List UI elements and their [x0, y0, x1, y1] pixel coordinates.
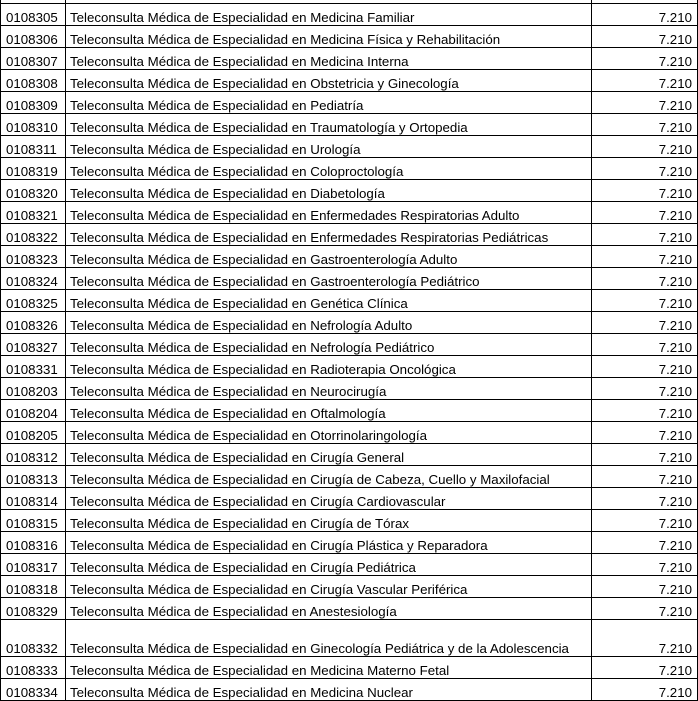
- price-cell: 7.210: [592, 158, 698, 180]
- code-cell: 0108329: [1, 598, 66, 620]
- price-cell: 7.210: [592, 246, 698, 268]
- price-cell: 7.210: [592, 598, 698, 620]
- price-cell: 7.210: [592, 400, 698, 422]
- code-cell: 0108305: [1, 4, 66, 26]
- description-cell: Teleconsulta Médica de Especialidad en Enfermedades Respiratorias Adulto: [66, 202, 592, 224]
- table-row: [1, 246, 698, 268]
- description-cell: Teleconsulta Médica de Especialidad en Oftalmología: [66, 400, 592, 422]
- description-cell: Teleconsulta Médica de Especialidad en Ginecología Pediátrica y de la Adolescencia: [66, 620, 592, 657]
- table-row: [1, 114, 698, 136]
- table-row: [1, 290, 698, 312]
- table-row: [1, 356, 698, 378]
- price-cell: 7.210: [592, 202, 698, 224]
- table-row: [1, 679, 698, 701]
- table-row: [1, 510, 698, 532]
- code-cell: 0108317: [1, 554, 66, 576]
- description-cell: Teleconsulta Médica de Especialidad en Radioterapia Oncológica: [66, 356, 592, 378]
- code-cell: 0108314: [1, 488, 66, 510]
- price-cell: 7.210: [592, 26, 698, 48]
- code-cell: 0108313: [1, 466, 66, 488]
- description-cell: Teleconsulta Médica de Especialidad en Coloproctología: [66, 158, 592, 180]
- price-cell: 7.210: [592, 532, 698, 554]
- code-cell: 0108325: [1, 290, 66, 312]
- description-cell: Teleconsulta Médica de Especialidad en Cirugía Cardiovascular: [66, 488, 592, 510]
- table-row: [1, 224, 698, 246]
- table-row: [1, 657, 698, 679]
- code-cell: 0108312: [1, 444, 66, 466]
- price-cell: 7.210: [592, 48, 698, 70]
- code-cell: 0108309: [1, 92, 66, 114]
- price-cell: 7.210: [592, 356, 698, 378]
- code-cell: 0108333: [1, 657, 66, 679]
- price-cell: 7.210: [592, 290, 698, 312]
- table-row: [1, 598, 698, 620]
- price-cell: 7.210: [592, 180, 698, 202]
- table-row: [1, 26, 698, 48]
- description-cell: Teleconsulta Médica de Especialidad en Medicina Familiar: [66, 4, 592, 26]
- table-row: [1, 312, 698, 334]
- table-row: [1, 136, 698, 158]
- description-cell: Teleconsulta Médica de Especialidad en Cirugía Plástica y Reparadora: [66, 532, 592, 554]
- table-row: [1, 488, 698, 510]
- code-cell: 0108321: [1, 202, 66, 224]
- price-cell: 7.210: [592, 657, 698, 679]
- code-cell: 0108308: [1, 70, 66, 92]
- description-cell: Teleconsulta Médica de Especialidad en Neurocirugía: [66, 378, 592, 400]
- code-cell: 0108331: [1, 356, 66, 378]
- tariff-table-body: [1, 0, 698, 701]
- table-row: [1, 466, 698, 488]
- price-cell: 7.210: [592, 92, 698, 114]
- description-cell: Teleconsulta Médica de Especialidad en Cirugía Vascular Periférica: [66, 576, 592, 598]
- price-cell: 7.210: [592, 554, 698, 576]
- price-cell: 7.210: [592, 488, 698, 510]
- description-cell: Teleconsulta Médica de Especialidad en Gastroenterología Adulto: [66, 246, 592, 268]
- code-cell: 0108327: [1, 334, 66, 356]
- description-cell: Teleconsulta Médica de Especialidad en Traumatología y Ortopedia: [66, 114, 592, 136]
- code-cell: 0108319: [1, 158, 66, 180]
- price-cell: 7.210: [592, 444, 698, 466]
- code-cell: 0108311: [1, 136, 66, 158]
- description-cell: Teleconsulta Médica de Especialidad en Medicina Interna: [66, 48, 592, 70]
- description-cell: Teleconsulta Médica de Especialidad en Medicina Física y Rehabilitación: [66, 26, 592, 48]
- price-cell: 7.210: [592, 510, 698, 532]
- description-cell: Teleconsulta Médica de Especialidad en Medicina Nuclear: [66, 679, 592, 701]
- price-cell: 7.210: [592, 679, 698, 701]
- code-cell: 0108318: [1, 576, 66, 598]
- price-cell: 7.210: [592, 4, 698, 26]
- description-cell: Teleconsulta Médica de Especialidad en Genética Clínica: [66, 290, 592, 312]
- price-cell: 7.210: [592, 422, 698, 444]
- description-cell: Teleconsulta Médica de Especialidad en Cirugía de Cabeza, Cuello y Maxilofacial: [66, 466, 592, 488]
- description-cell: Teleconsulta Médica de Especialidad en Medicina Materno Fetal: [66, 657, 592, 679]
- table-row: [1, 576, 698, 598]
- price-cell: 7.210: [592, 466, 698, 488]
- price-cell: 7.210: [592, 620, 698, 657]
- table-row: [1, 268, 698, 290]
- table-row: [1, 92, 698, 114]
- code-cell: 0108324: [1, 268, 66, 290]
- price-cell: 7.210: [592, 224, 698, 246]
- price-cell: 7.210: [592, 136, 698, 158]
- description-cell: Teleconsulta Médica de Especialidad en Diabetología: [66, 180, 592, 202]
- price-cell: 7.210: [592, 70, 698, 92]
- description-cell: Teleconsulta Médica de Especialidad en Cirugía General: [66, 444, 592, 466]
- price-cell: 7.210: [592, 334, 698, 356]
- description-cell: Teleconsulta Médica de Especialidad en Enfermedades Respiratorias Pediátricas: [66, 224, 592, 246]
- price-cell: 7.210: [592, 268, 698, 290]
- table-row: [1, 444, 698, 466]
- code-cell: 0108310: [1, 114, 66, 136]
- code-cell: 0108307: [1, 48, 66, 70]
- table-row: [1, 4, 698, 26]
- code-cell: 0108326: [1, 312, 66, 334]
- table-row: [1, 532, 698, 554]
- table-row: [1, 158, 698, 180]
- price-cell: 7.210: [592, 312, 698, 334]
- table-row: [1, 70, 698, 92]
- table-row: [1, 334, 698, 356]
- code-cell: 0108334: [1, 679, 66, 701]
- table-row: [1, 554, 698, 576]
- code-cell: 0108322: [1, 224, 66, 246]
- table-row: [1, 180, 698, 202]
- code-cell: 0108316: [1, 532, 66, 554]
- description-cell: Teleconsulta Médica de Especialidad en Gastroenterología Pediátrico: [66, 268, 592, 290]
- description-cell: Teleconsulta Médica de Especialidad en Cirugía Pediátrica: [66, 554, 592, 576]
- code-cell: 0108203: [1, 378, 66, 400]
- price-cell: 7.210: [592, 576, 698, 598]
- description-cell: Teleconsulta Médica de Especialidad en Pediatría: [66, 92, 592, 114]
- table-row: [1, 422, 698, 444]
- table-row: [1, 620, 698, 657]
- code-cell: 0108205: [1, 422, 66, 444]
- description-cell: Teleconsulta Médica de Especialidad en Otorrinolaringología: [66, 422, 592, 444]
- description-cell: Teleconsulta Médica de Especialidad en Obstetricia y Ginecología: [66, 70, 592, 92]
- price-cell: 7.210: [592, 114, 698, 136]
- code-cell: 0108332: [1, 620, 66, 657]
- code-cell: 0108323: [1, 246, 66, 268]
- code-cell: 0108320: [1, 180, 66, 202]
- table-row: [1, 378, 698, 400]
- table-row: [1, 400, 698, 422]
- code-cell: 0108306: [1, 26, 66, 48]
- code-cell: 0108315: [1, 510, 66, 532]
- description-cell: Teleconsulta Médica de Especialidad en Urología: [66, 136, 592, 158]
- description-cell: Teleconsulta Médica de Especialidad en Nefrología Adulto: [66, 312, 592, 334]
- code-cell: 0108204: [1, 400, 66, 422]
- price-cell: 7.210: [592, 378, 698, 400]
- table-row: [1, 202, 698, 224]
- table-row: [1, 48, 698, 70]
- description-cell: Teleconsulta Médica de Especialidad en Anestesiología: [66, 598, 592, 620]
- description-cell: Teleconsulta Médica de Especialidad en Nefrología Pediátrico: [66, 334, 592, 356]
- description-cell: Teleconsulta Médica de Especialidad en Cirugía de Tórax: [66, 510, 592, 532]
